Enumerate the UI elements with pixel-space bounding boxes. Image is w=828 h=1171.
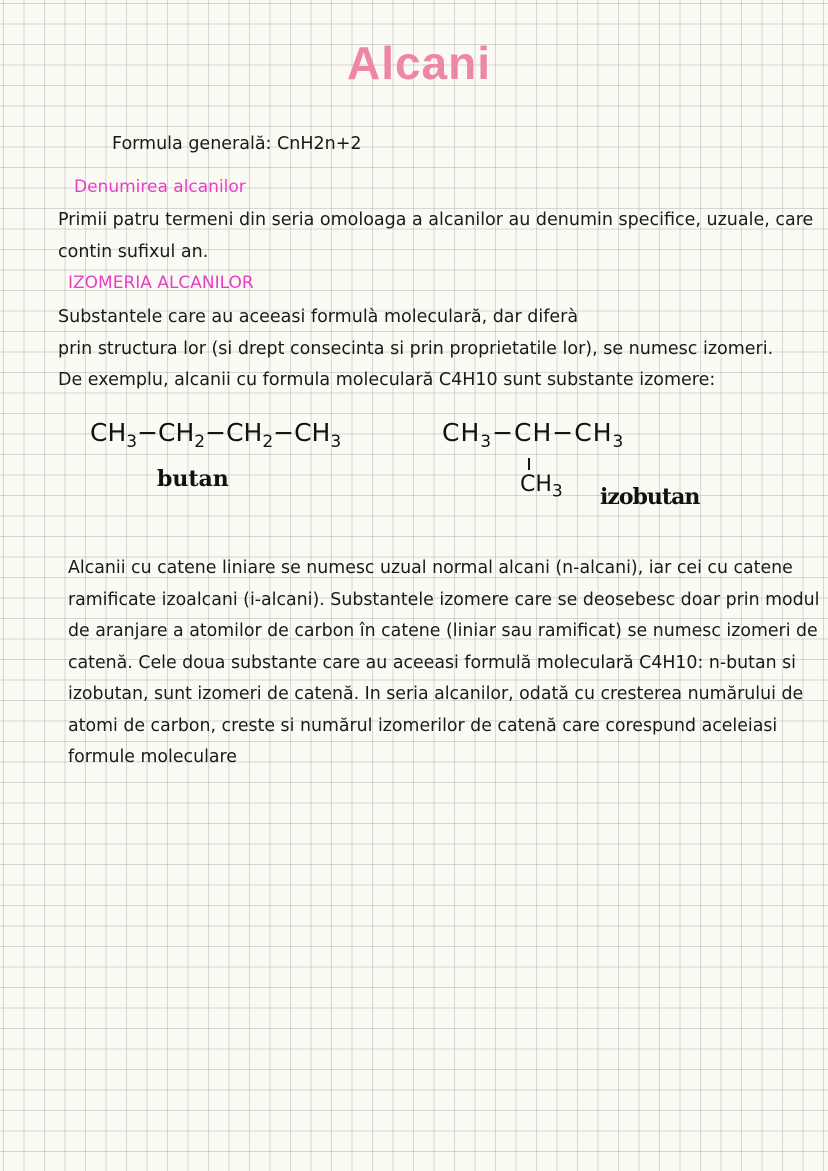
paragraph-line: Primii patru termeni din seria omoloaga a alcanilor au denumin specifice, uzuale, care [58,210,814,230]
paragraph-line: Substantele care au aceeasi formulà moleculară, dar diferà [58,307,579,327]
butan-label: butan [157,466,229,492]
butan-formula: $CH_3-CH_2-CH_2-CH_3$ [90,418,342,452]
naming-heading: Denumirea alcanilor [74,177,246,197]
paragraph-line: prin structura lor (si drept consecinta si prin proprietatile lor), se numesc izomeri. [58,338,774,359]
naming-paragraph [58,205,813,268]
page-title: Alcani [346,37,492,89]
general-formula: Formula generală: CnH2n+2 [112,134,362,154]
izobutan-branch: $CH_3$ [520,472,563,502]
paragraph-line: ramificate izoalcani (i-alcani). Substantele izomere care se deosebesc doar prin modul [68,589,820,610]
isomerism-heading: IZOMERIA ALCANILOR [68,273,254,293]
paragraph-line: izobutan, sunt izomeri de catenă. In seria alcanilor, odată cu cresterea numărului de [68,684,804,704]
paragraph-line: formule moleculare [68,747,237,767]
paragraph-line: atomi de carbon, creste si numărul izomerilor de catenă care corespund aceleiasi [68,715,778,736]
chain-isomers-paragraph [68,553,819,774]
izobutan-label: izobutan [600,484,700,510]
paragraph-line: contin sufixul an. [58,241,209,262]
branch-bond [528,458,530,470]
paragraph-line: de aranjare a atomilor de carbon în catene (liniar sau ramificat) se numesc izomeri de [68,621,818,641]
paragraph-line: De exemplu, alcanii cu formula moleculară C4H10 sunt substante izomere: [58,370,716,390]
paragraph-line: catenă. Cele doua substante care au aceeasi formulă moleculară C4H10: n-butan si [68,652,796,673]
izobutan-formula: $CH_3-CH-CH_3$ [442,418,625,452]
isomerism-paragraph [58,302,773,397]
paragraph-line: Alcanii cu catene liniare se numesc uzual normal alcani (n-alcani), iar cei cu catene [68,558,793,578]
